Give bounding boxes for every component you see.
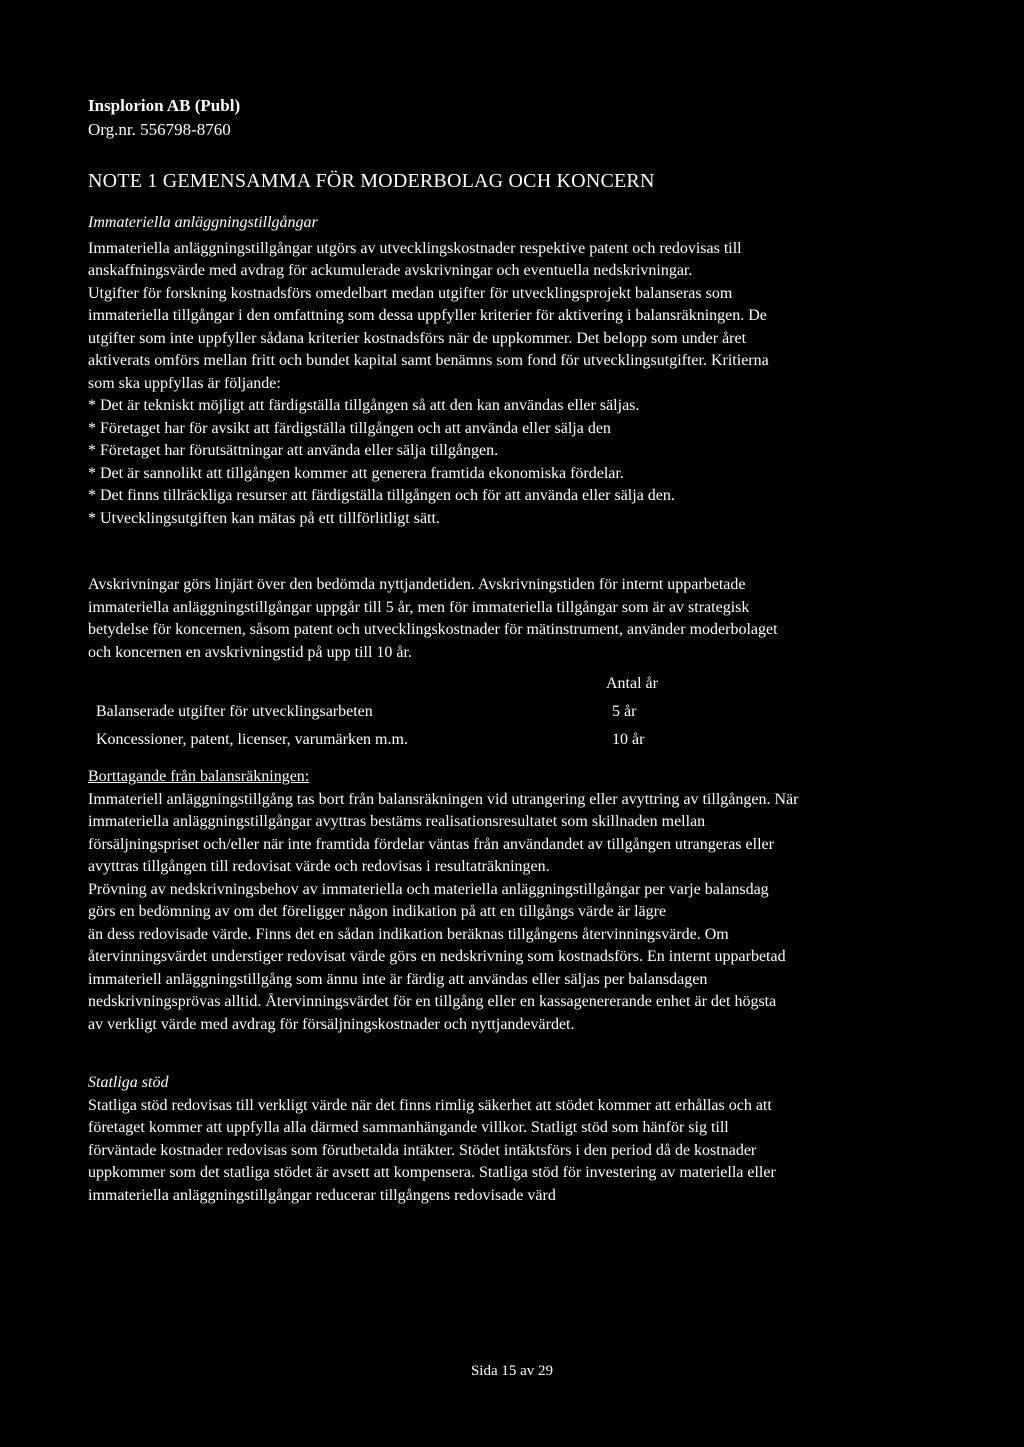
table-row-value: 10 år — [612, 731, 645, 748]
derecognition-line: görs en bedömning av om det föreligger någon indikation på att en tillgångs värde är lägre — [88, 903, 667, 920]
criteria-item: * Det är sannolikt att tillgången kommer att generera framtida ekonomiska fördelar. — [88, 464, 624, 482]
derecognition-line: immateriell anläggningstillgång som ännu inte är färdig att användas eller säljas per balansdagen — [88, 970, 708, 988]
company-name: Insplorion AB (Publ) — [88, 96, 241, 115]
grants-heading: Statliga stöd — [88, 1074, 169, 1091]
depreciation-line: immateriella anläggningstillgångar uppgår till 5 år, men för immateriella tillgångar som är av strategisk — [88, 598, 750, 616]
table-row — [96, 700, 716, 728]
table-row-value: 5 år — [612, 703, 637, 720]
intangibles-line: utgifter som inte uppfyller sådana kriterier kostnadsförs när de uppkommer. Det belopp som under året — [88, 329, 747, 347]
derecognition-line: försäljningspriset och/eller när inte framtida fördelar väntas från användandet av tillgången utrangeras eller — [88, 835, 774, 853]
depreciation-section — [88, 574, 888, 664]
criteria-item: * Företaget har för avsikt att färdigställa tillgången och att använda eller sälja den — [88, 419, 611, 437]
table-row-label: Balanserade utgifter för utvecklingsarbeten — [96, 703, 373, 720]
depreciation-line: och koncernen en avskrivningstid på upp till 10 år. — [88, 643, 412, 661]
grants-line: företaget kommer att uppfylla alla därmed sammanhängande villkor. Statligt stöd som hänför sig till — [88, 1119, 729, 1136]
derecognition-line: immateriella anläggningstillgångar avyttras bestäms realisationsresultatet som skillnaden mellan — [88, 813, 706, 830]
intangibles-line: anskaffningsvärde med avdrag för ackumulerade avskrivningar och eventuella nedskrivningar. — [88, 262, 693, 279]
depreciation-line: Avskrivningar görs linjärt över den bedömda nyttjandetiden. Avskrivningstiden för internt upparbetade — [88, 576, 746, 593]
derecognition-heading: Borttagande från balansräkningen: — [88, 768, 310, 785]
intangibles-line: aktiverats omförs mellan fritt och bundet kapital samt benämns som fond för utvecklingsutgifter. Kritierna — [88, 352, 769, 369]
criteria-item: * Det finns tillräckliga resurser att färdigställa tillgången och för att använda eller sälja den. — [88, 487, 675, 504]
grants-line: immateriella anläggningstillgångar reducerar tillgångens redovisade värd — [88, 1186, 556, 1204]
derecognition-line: Prövning av nedskrivningsbehov av immateriella och materiella anläggningstillgångar per varje balansdag — [88, 880, 769, 898]
table-row-label: Koncessioner, patent, licenser, varumärken m.m. — [96, 731, 408, 748]
org-number: Org.nr. 556798-8760 — [88, 120, 231, 139]
grants-line: uppkommer som det statliga stödet är avsett att kompensera. Statliga stöd för investering av materiella eller — [88, 1164, 776, 1181]
derecognition-line: än dess redovisade värde. Finns det en sådan indikation beräknas tillgångens återvinningsvärde. Om — [88, 925, 729, 943]
criteria-item: * Det är tekniskt möjligt att färdigställa tillgången så att den kan användas eller säljas. — [88, 397, 640, 414]
useful-life-table — [96, 672, 716, 756]
derecognition-line: återvinningsvärdet understiger redovisat värde görs en nedskrivning som kostnadsförs. En internt upparbetad — [88, 948, 786, 965]
table-header-years: Antal år — [606, 675, 658, 692]
derecognition-section — [88, 766, 888, 1036]
intangibles-heading: Immateriella anläggningstillgångar — [88, 214, 318, 231]
depreciation-line: betydelse för koncernen, såsom patent och utvecklingskostnader för mätinstrument, använder moderbolaget — [88, 621, 778, 638]
table-row — [96, 728, 716, 756]
table-header-row — [96, 672, 716, 700]
grants-line: Statliga stöd redovisas till verkligt värde när det finns rimlig säkerhet att stödet kommer att erhållas och att — [88, 1096, 772, 1114]
derecognition-line: av verkligt värde med avdrag för försäljningskostnader och nyttjandevärdet. — [88, 1015, 575, 1033]
intangibles-line: immateriella tillgångar i den omfattning som dessa uppfyller kriterier för aktivering i balansräkningen. De — [88, 307, 767, 324]
derecognition-line: Immateriell anläggningstillgång tas bort från balansräkningen vid utrangering eller avyttring av tillgången. När — [88, 790, 799, 808]
grants-line: förväntade kostnader redovisas som förutbetalda intäkter. Stödet intäktsförs i den period då de kostnader — [88, 1141, 757, 1159]
derecognition-line: avyttras tillgången till redovisat värde och redovisas i resultaträkningen. — [88, 858, 550, 875]
derecognition-line: nedskrivningsprövas alltid. Återvinningsvärdet för en tillgång eller en kassagenererande enhet är det högsta — [88, 993, 777, 1010]
criteria-item: * Utvecklingsutgiften kan mätas på ett tillförlitligt sätt. — [88, 509, 440, 527]
page-number: Sida 15 av 29 — [470, 1363, 554, 1379]
intangibles-section — [88, 212, 888, 530]
grants-section — [88, 1072, 888, 1207]
intangibles-line: som ska uppfyllas är följande: — [88, 374, 281, 392]
intangibles-line: Immateriella anläggningstillgångar utgörs av utvecklingskostnader respektive patent och redovisas till — [88, 239, 742, 257]
note-title: NOTE 1 GEMENSAMMA FÖR MODERBOLAG OCH KONCERN — [88, 170, 655, 192]
criteria-item: * Företaget har förutsättningar att använda eller sälja tillgången. — [88, 442, 499, 459]
intangibles-line: Utgifter för forskning kostnadsförs omedelbart medan utgifter för utvecklingsprojekt balanseras som — [88, 284, 733, 302]
